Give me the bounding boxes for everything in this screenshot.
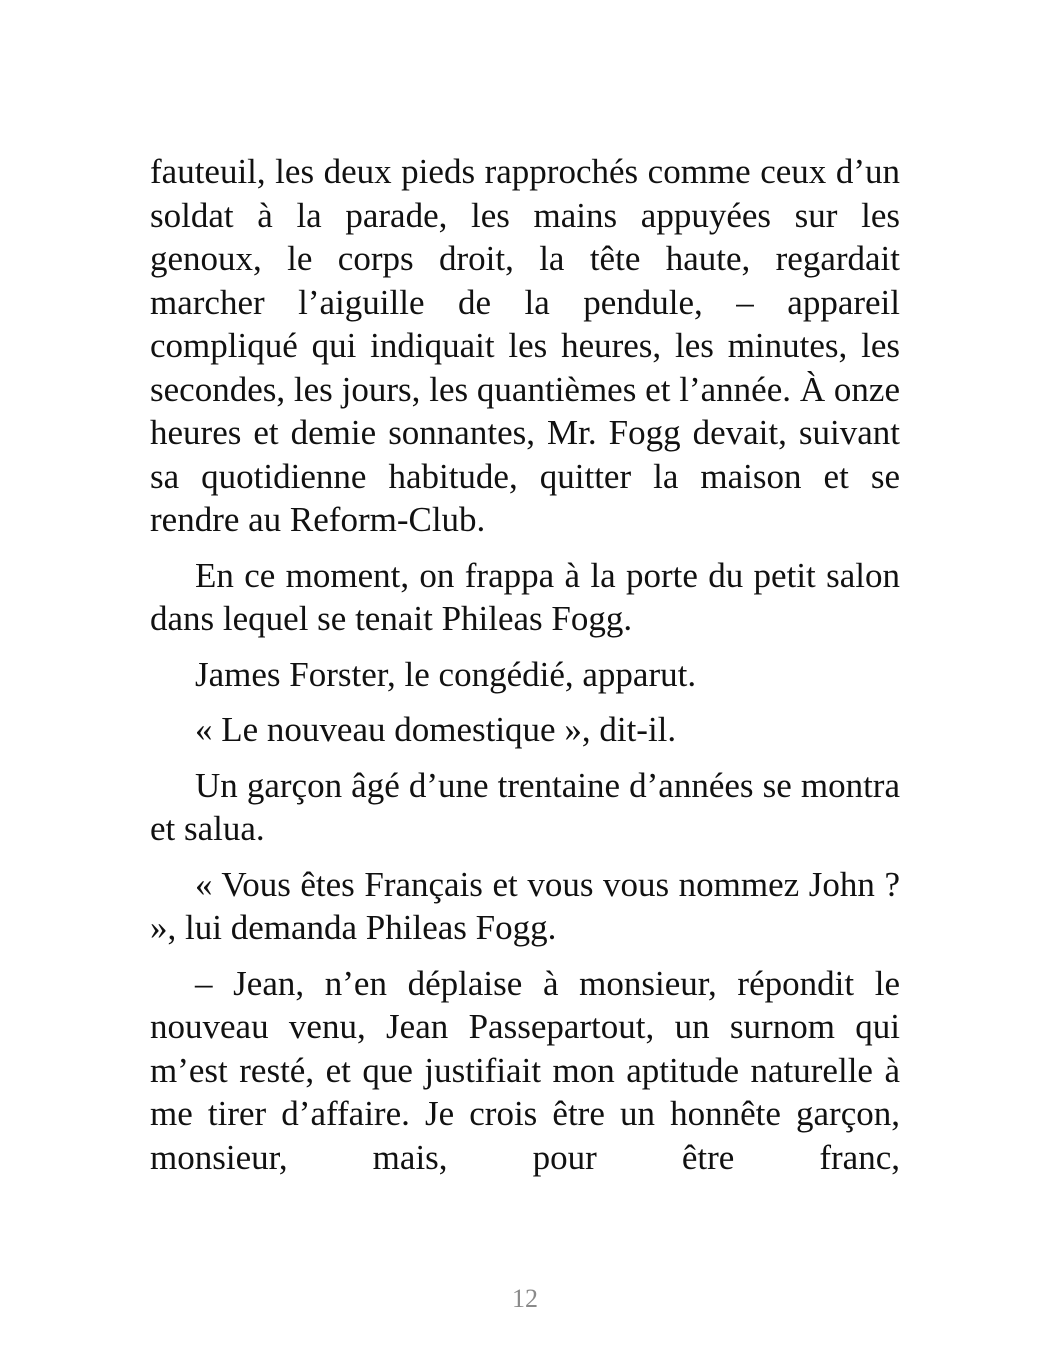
paragraph-6: « Vous êtes Français et vous vous nommez John ? », lui demanda Phileas Fogg.	[150, 864, 900, 947]
page-body	[150, 150, 900, 1191]
page-number: 12	[512, 1284, 538, 1313]
paragraph-2: En ce moment, on frappa à la porte du petit salon dans lequel se tenait Phileas Fogg.	[150, 555, 900, 638]
paragraph-7: – Jean, n’en déplaise à monsieur, répondit le nouveau venu, Jean Passepartout, un surnom qui m’est resté, et que justifiait mon aptitude naturelle à me tirer d’affaire. Je crois être un honnête garçon, monsieur, mais, pour être franc,	[150, 963, 900, 1177]
paragraph-5: Un garçon âgé d’une trentaine d’années se montra et salua.	[150, 765, 900, 848]
paragraph-3: James Forster, le congédié, apparut.	[195, 654, 697, 694]
paragraph-1: fauteuil, les deux pieds rapprochés comme ceux d’un soldat à la parade, les mains appuyées sur les genoux, le corps droit, la tête haute, regardait marcher l’aiguille de la pendule, – appareil compliqué qui indiquait les heures, les minutes, les secondes, les jours, les quantièmes et l’année. À onze heures et demie sonnantes, Mr. Fogg devait, suivant sa quotidienne habitude, quitter la maison et se rendre au Reform-Club.	[150, 152, 900, 539]
paragraph-4: « Le nouveau domestique », dit-il.	[195, 710, 677, 749]
